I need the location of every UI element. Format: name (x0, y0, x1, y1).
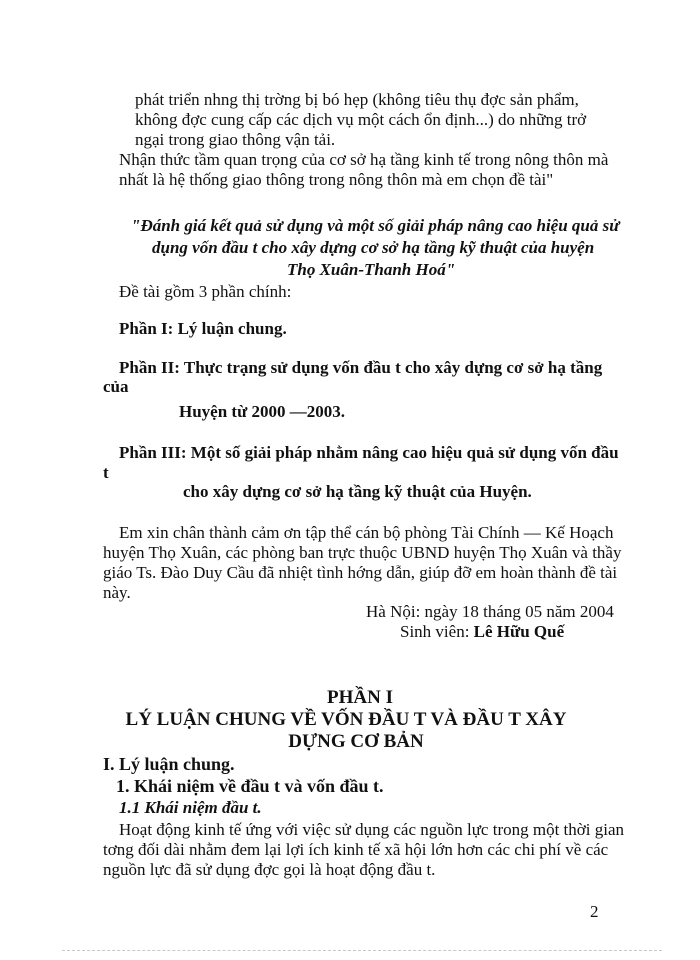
body-line-1: Hoạt động kinh tế ứng với việc sử dụng các nguồn lực trong một thời gian (119, 820, 625, 839)
student-name: Lê Hữu Quế (473, 622, 565, 641)
thanks-line-3: giáo Ts. Đào Duy Cầu đã nhiệt tình hớng dẫn, giúp đỡ em hoàn thành đề tài (103, 563, 618, 582)
signature-date: Hà Nội: ngày 18 tháng 05 năm 2004 (366, 602, 614, 621)
part-3-line-2: t (103, 463, 109, 482)
topic-line-2: dụng vốn đầu t cho xây dựng cơ sở hạ tầng kỹ thuật của huyện (152, 238, 595, 257)
intro-line-1: phát triển nhng thị trờng bị bó hẹp (không tiêu thụ đợc sản phẩm, (135, 90, 579, 109)
intro-line-4: Nhận thức tầm quan trọng của cơ sở hạ tầng kinh tế trong nông thôn mà (119, 150, 609, 169)
intro-line-5: nhất là hệ thống giao thông trong nông thôn mà em chọn đề tài" (119, 170, 554, 189)
student-label: Sinh viên: (400, 622, 474, 641)
page-number: 2 (590, 902, 599, 921)
part-3-line-3: cho xây dựng cơ sở hạ tầng kỹ thuật của Huyện. (183, 482, 532, 501)
section-heading-1-1: 1. Khái niệm về đầu t và vốn đầu t. (116, 776, 384, 796)
part-3-line-1: Phần III: Một số giải pháp nhằm nâng cao hiệu quả sử dụng vốn đầu (119, 443, 619, 462)
thanks-line-2: huyện Thọ Xuân, các phòng ban trực thuộc UBND huyện Thọ Xuân và thầy (103, 543, 622, 562)
topic-line-3: Thọ Xuân-Thanh Hoá" (287, 260, 456, 279)
section-heading-1-1-1: 1.1 Khái niệm đầu t. (119, 798, 262, 817)
parts-intro: Đề tài gồm 3 phần chính: (119, 282, 292, 301)
body-line-2: tơng đối dài nhằm đem lại lợi ích kinh tế xã hội lớn hơn các chi phí về các (103, 840, 609, 859)
chapter-title: PHẦN I (327, 687, 393, 708)
topic-line-1: "Đánh giá kết quả sử dụng và một số giải pháp nâng cao hiệu quả sử (131, 216, 620, 235)
section-heading-1: I. Lý luận chung. (103, 754, 235, 774)
intro-line-2: không đợc cung cấp các dịch vụ một cách ổn định...) do những trở (135, 110, 587, 129)
footer-rule (62, 950, 662, 951)
part-2-line-2: của (103, 377, 129, 396)
body-line-3: nguồn lực đã sử dụng đợc gọi là hoạt động đầu t. (103, 860, 436, 879)
part-2-line-3: Huyện từ 2000 —2003. (179, 402, 346, 421)
chapter-subtitle-line-2: DỰNG CƠ BẢN (288, 731, 424, 752)
part-1: Phần I: Lý luận chung. (119, 319, 287, 338)
intro-line-3: ngại trong giao thông vận tải. (135, 130, 336, 149)
thanks-line-1: Em xin chân thành cảm ơn tập thể cán bộ phòng Tài Chính — Kế Hoạch (119, 523, 614, 542)
signature-student (400, 622, 564, 642)
chapter-subtitle-line-1: LÝ LUẬN CHUNG VỀ VỐN ĐẦU T VÀ ĐẦU T XÂY (125, 709, 567, 730)
thanks-line-4: này. (103, 583, 131, 602)
part-2-line-1: Phần II: Thực trạng sử dụng vốn đầu t cho xây dựng cơ sở hạ tầng (119, 358, 603, 377)
